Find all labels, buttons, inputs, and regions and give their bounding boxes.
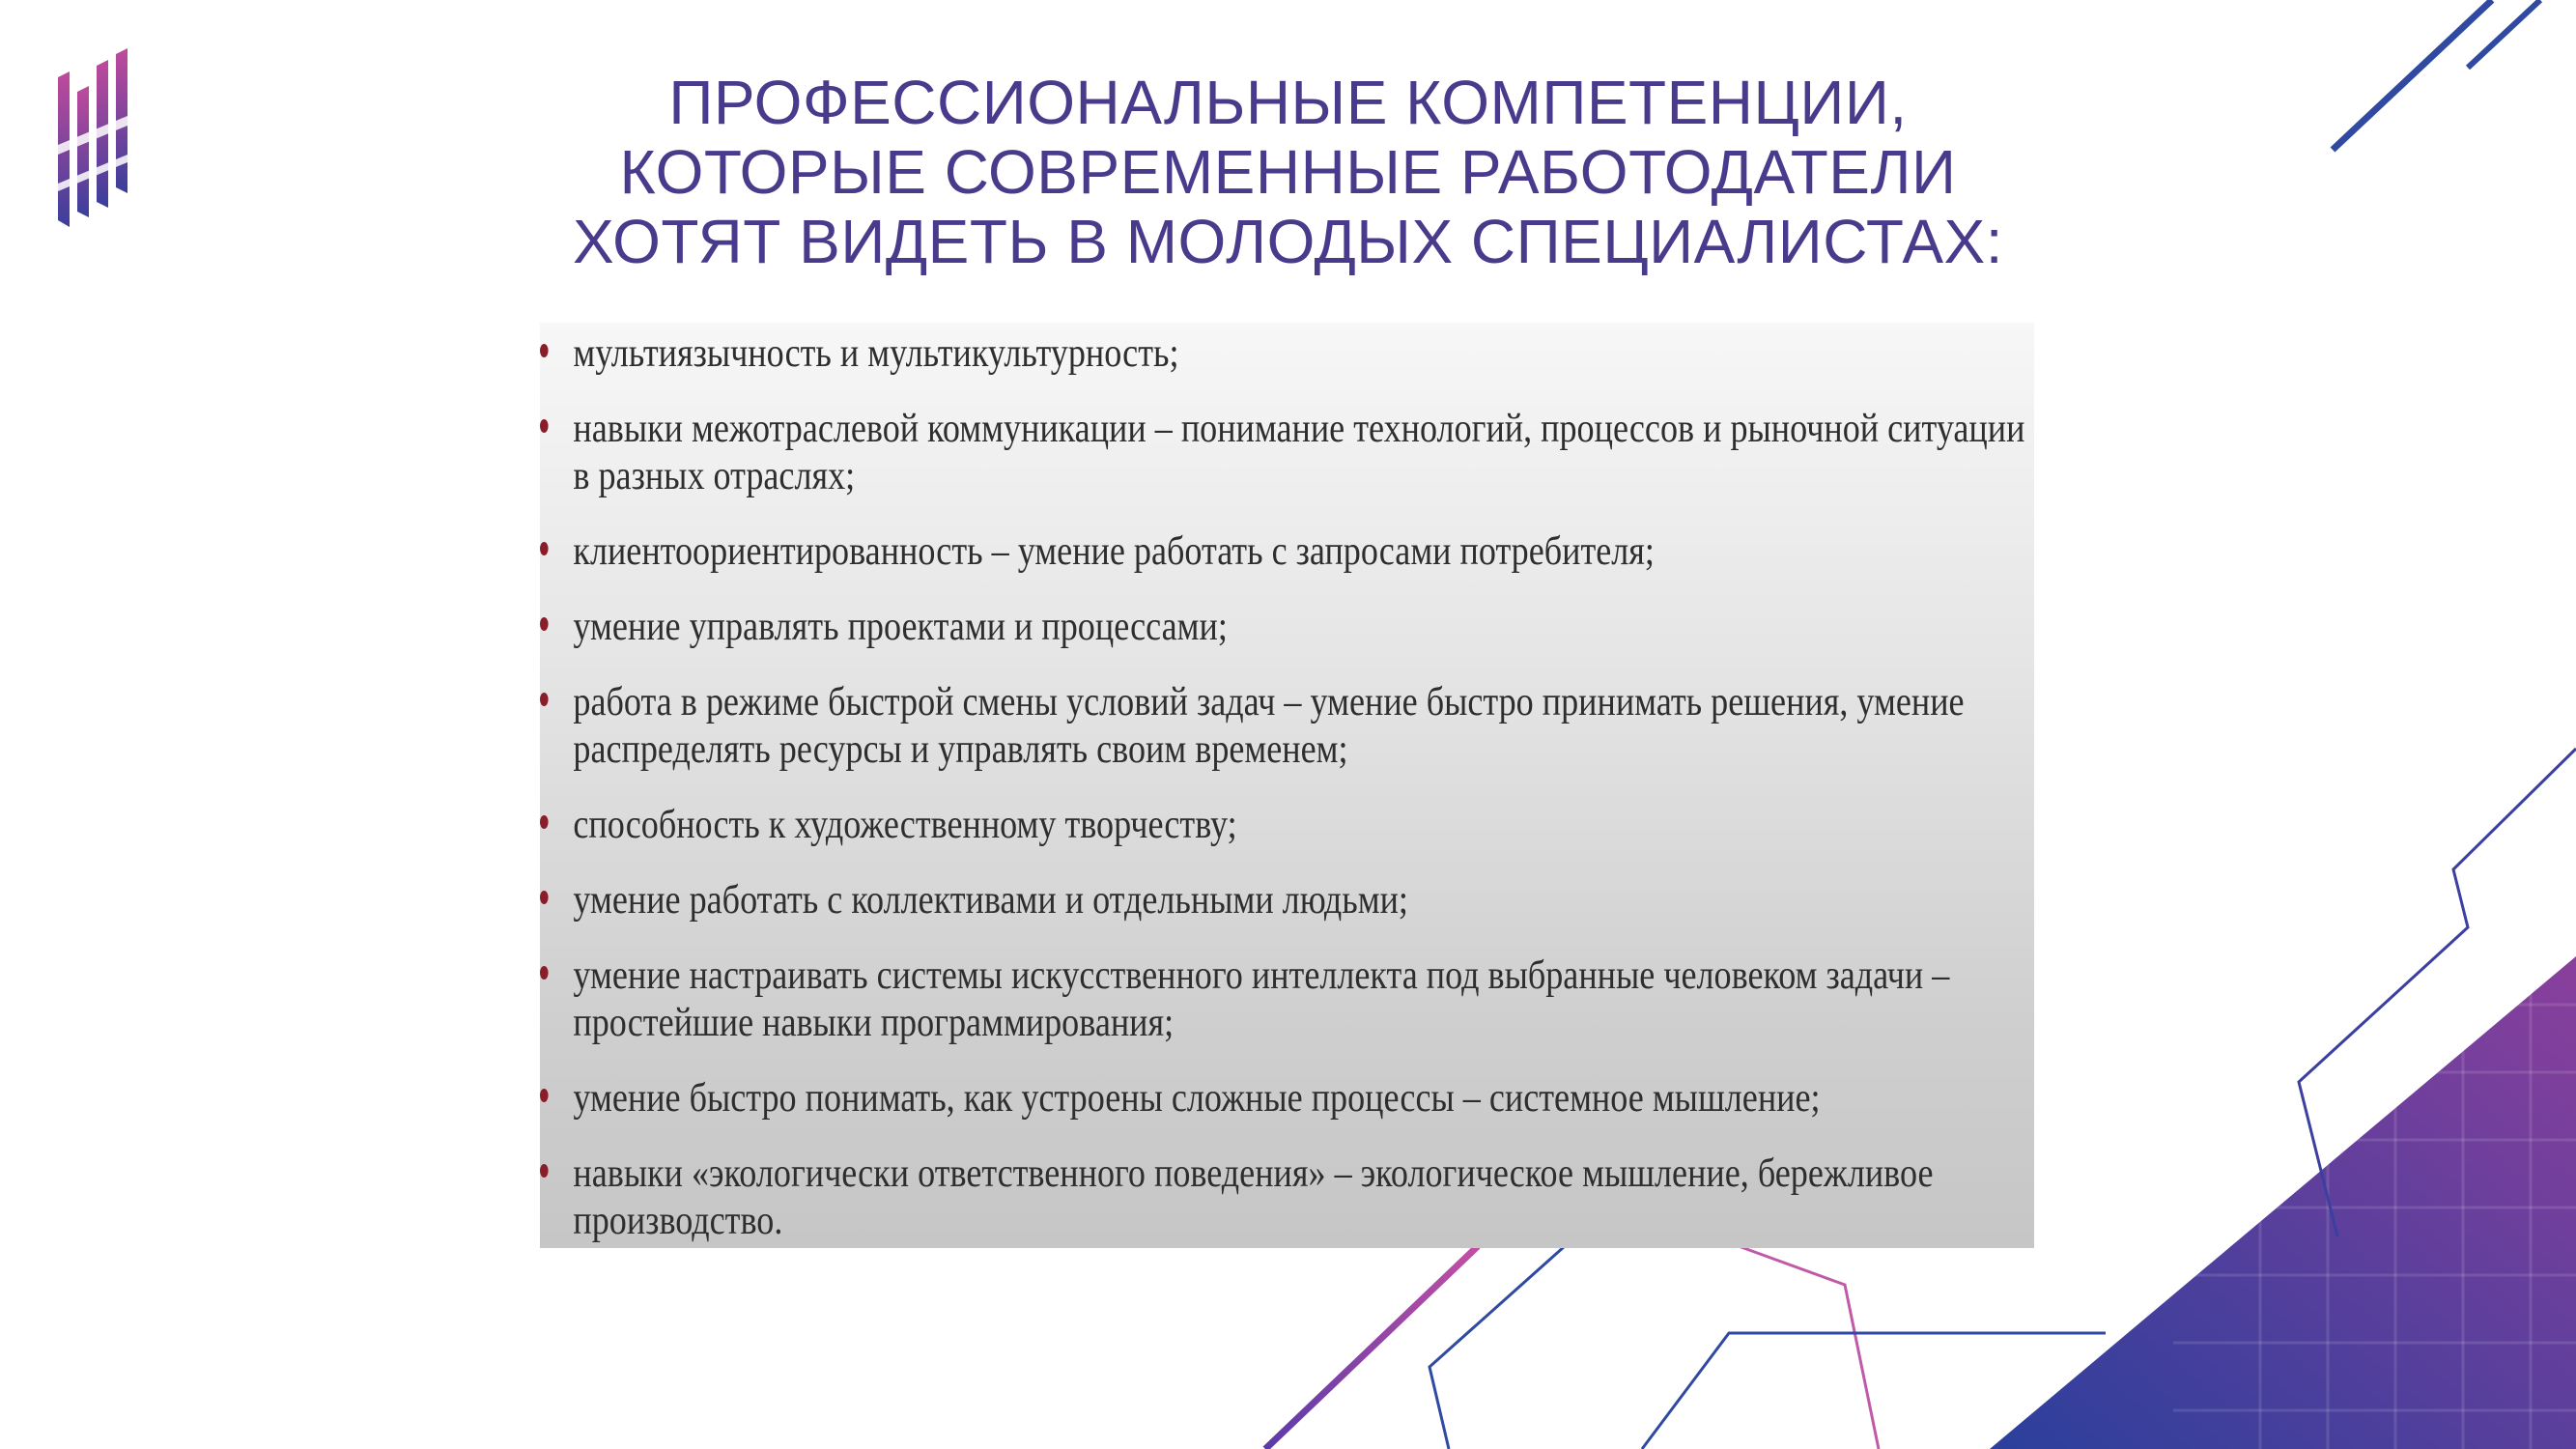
list-item	[540, 952, 2052, 1047]
bullet-icon	[540, 1089, 549, 1102]
bullet-icon	[540, 966, 549, 980]
bullet-icon	[540, 419, 549, 433]
bullet-icon	[540, 693, 549, 706]
item-text: умение управлять проектами и процессами;	[573, 605, 1228, 649]
list-item	[540, 1151, 2052, 1245]
list-item	[540, 330, 2052, 378]
bullet-icon	[540, 542, 549, 555]
bullet-icon	[540, 344, 549, 357]
bullet-icon	[540, 1164, 549, 1178]
competencies-panel	[540, 323, 2034, 1248]
list-item	[540, 528, 2052, 576]
bottom-gradient-stroke	[1265, 1246, 1478, 1449]
slide-title	[290, 68, 2286, 276]
item-text: умение работать с коллективами и отдельными людьми;	[573, 878, 1408, 923]
item-text: умение настраивать системы искусственного интеллекта под выбранные человеком задачи – простейшие навыки программирования;	[573, 953, 1950, 1045]
competencies-list	[540, 330, 2034, 1273]
corner-triangle	[1990, 956, 2576, 1449]
logo-icon	[50, 48, 137, 232]
item-text: способность к художественному творчеству;	[573, 803, 1237, 847]
bullet-icon	[540, 815, 549, 829]
title-line-3: ХОТЯТ ВИДЕТЬ В МОЛОДЫХ СПЕЦИАЛИСТАХ:	[573, 207, 2003, 276]
list-item	[540, 802, 2052, 849]
item-text: навыки «экологически ответственного поведения» – экологическое мышление, бережливое производство.	[573, 1151, 1934, 1243]
item-text: работа в режиме быстрой смены условий задач – умение быстро принимать решения, умение распределять ресурсы и управлять своим временем;	[573, 680, 1965, 772]
top-right-stroke-1	[2333, 0, 2492, 150]
title-line-2: КОТОРЫЕ СОВРЕМЕННЫЕ РАБОТОДАТЕЛИ	[619, 137, 1957, 207]
item-text: навыки межотраслевой коммуникации – понимание технологий, процессов и рыночной ситуации в разных отраслях;	[573, 407, 2025, 498]
bullet-icon	[540, 617, 549, 631]
item-text: умение быстро понимать, как устроены сложные процессы – системное мышление;	[573, 1076, 1821, 1121]
list-item	[540, 877, 2052, 924]
list-item	[540, 604, 2052, 651]
item-text: мультиязычность и мультикультурность;	[573, 331, 1179, 376]
title-line-1: ПРОФЕССИОНАЛЬНЫЕ КОМПЕТЕНЦИИ,	[668, 68, 1908, 137]
list-item	[540, 406, 2052, 500]
bottom-pink-line	[1739, 1246, 1879, 1449]
list-item	[540, 1075, 2052, 1122]
list-item	[540, 679, 2052, 774]
bullet-icon	[540, 891, 549, 904]
item-text: клиентоориентированность – умение работать с запросами потребителя;	[573, 529, 1655, 574]
